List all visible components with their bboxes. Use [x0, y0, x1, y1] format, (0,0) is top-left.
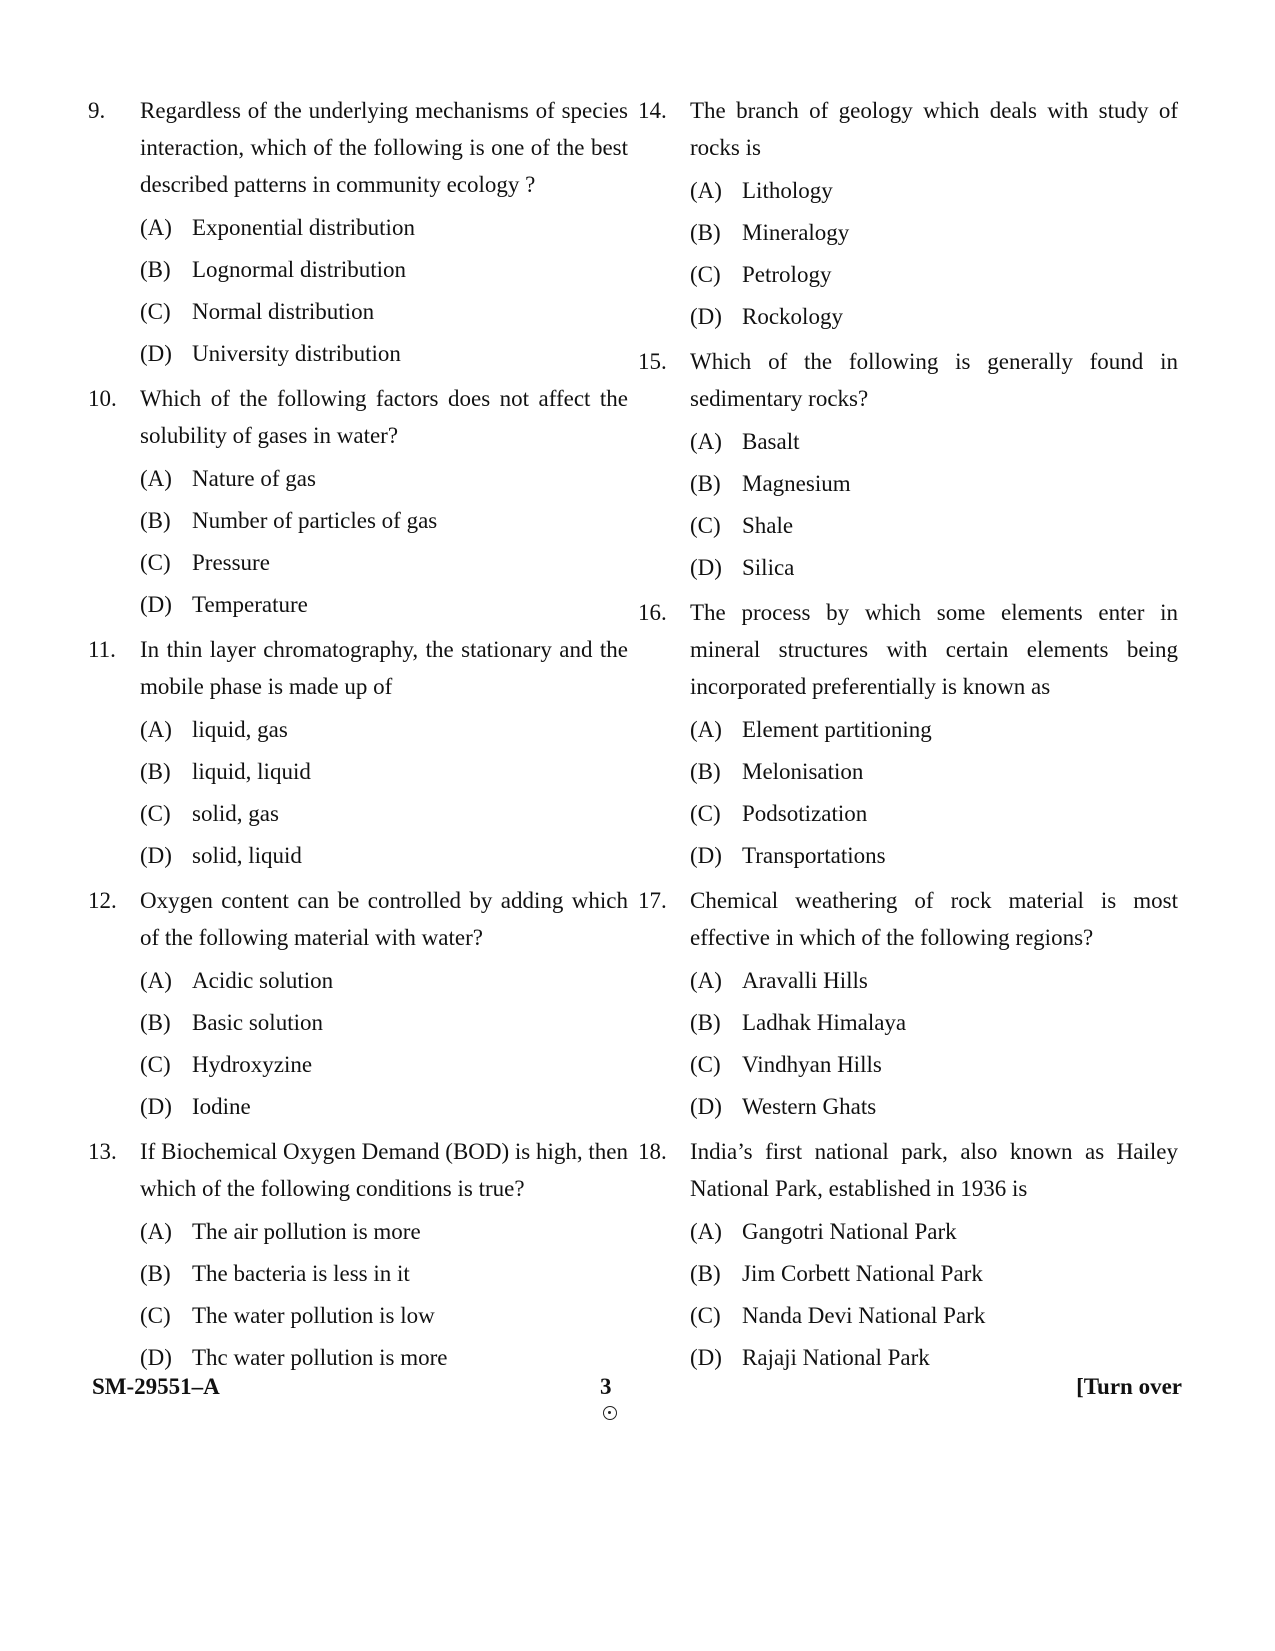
- option-letter: (A): [690, 717, 722, 742]
- option-letter: (A): [140, 968, 172, 993]
- option-text: Transportations: [742, 843, 886, 868]
- option-a: [140, 207, 628, 249]
- option-text: solid, gas: [192, 801, 279, 826]
- option-letter: (C): [140, 299, 171, 324]
- option-letter: (D): [140, 592, 172, 617]
- page-footer: [92, 1374, 1182, 1414]
- question-17: [638, 882, 1178, 1128]
- option-text: Pressure: [192, 550, 270, 575]
- option-text: Nature of gas: [192, 466, 316, 491]
- option-letter: (B): [140, 257, 171, 282]
- question-text: The branch of geology which deals with study of rocks is: [690, 98, 1178, 160]
- question-11: [88, 631, 628, 877]
- option-letter: (A): [690, 429, 722, 454]
- option-a: [140, 709, 628, 751]
- question-number: 15.: [638, 349, 667, 374]
- option-list: [140, 207, 628, 375]
- option-letter: (D): [690, 1094, 722, 1119]
- option-c: [140, 291, 628, 333]
- question-text: Chemical weathering of rock material is most effective in which of the following regions?: [690, 888, 1178, 950]
- option-letter: (C): [690, 1303, 721, 1328]
- option-text: Vindhyan Hills: [742, 1052, 882, 1077]
- option-text: liquid, liquid: [192, 759, 311, 784]
- option-b: [140, 249, 628, 291]
- option-text: Exponential distribution: [192, 215, 415, 240]
- option-list: [690, 960, 1178, 1128]
- option-a: [690, 709, 1178, 751]
- option-text: Podsotization: [742, 801, 868, 826]
- option-list: [140, 458, 628, 626]
- option-b: [140, 751, 628, 793]
- question-text: If Biochemical Oxygen Demand (BOD) is high, then which of the following conditions is true?: [140, 1139, 628, 1201]
- option-d: [690, 1086, 1178, 1128]
- option-letter: (D): [690, 555, 722, 580]
- option-letter: (D): [690, 1345, 722, 1370]
- option-letter: (C): [140, 1052, 171, 1077]
- question-number: 14.: [638, 98, 667, 123]
- option-letter: (D): [140, 843, 172, 868]
- option-list: [140, 1211, 628, 1379]
- option-letter: (B): [140, 508, 171, 533]
- question-9: [88, 92, 628, 375]
- option-a: [140, 960, 628, 1002]
- option-letter: (A): [690, 968, 722, 993]
- option-letter: (C): [140, 550, 171, 575]
- option-text: Nanda Devi National Park: [742, 1303, 986, 1328]
- option-b: [690, 751, 1178, 793]
- option-list: [690, 1211, 1178, 1379]
- option-text: Rockology: [742, 304, 843, 329]
- option-text: The bacteria is less in it: [192, 1261, 410, 1286]
- option-d: [690, 1337, 1178, 1379]
- option-d: [140, 333, 628, 375]
- question-text: Which of the following is generally found in sedimentary rocks?: [690, 349, 1178, 411]
- option-d: [690, 835, 1178, 877]
- option-a: [690, 1211, 1178, 1253]
- option-letter: (A): [140, 215, 172, 240]
- option-letter: (D): [140, 1094, 172, 1119]
- option-b: [140, 1253, 628, 1295]
- option-text: Thc water pollution is more: [192, 1345, 448, 1370]
- question-number: 16.: [638, 600, 667, 625]
- option-c: [690, 505, 1178, 547]
- option-letter: (D): [140, 341, 172, 366]
- option-d: [140, 835, 628, 877]
- option-d: [140, 1086, 628, 1128]
- option-letter: (B): [690, 1010, 721, 1035]
- question-text: Oxygen content can be controlled by adding which of the following material with water?: [140, 888, 628, 950]
- option-b: [690, 463, 1178, 505]
- option-d: [140, 584, 628, 626]
- option-text: The water pollution is low: [192, 1303, 435, 1328]
- option-text: Western Ghats: [742, 1094, 877, 1119]
- option-text: Lognormal distribution: [192, 257, 407, 282]
- turn-over-note: [Turn over: [1076, 1374, 1182, 1399]
- option-b: [140, 1002, 628, 1044]
- paper-code: SM-29551–A: [92, 1374, 220, 1399]
- question-12: [88, 882, 628, 1128]
- option-list: [140, 960, 628, 1128]
- option-letter: (D): [140, 1345, 172, 1370]
- option-list: [690, 709, 1178, 877]
- option-c: [690, 1044, 1178, 1086]
- option-letter: (C): [690, 801, 721, 826]
- option-b: [140, 500, 628, 542]
- option-letter: (C): [140, 801, 171, 826]
- option-letter: (A): [140, 1219, 172, 1244]
- option-text: Mineralogy: [742, 220, 850, 245]
- option-text: Element partitioning: [742, 717, 932, 742]
- option-letter: (C): [690, 513, 721, 538]
- option-d: [140, 1337, 628, 1379]
- option-text: Temperature: [192, 592, 308, 617]
- left-column: [88, 92, 628, 1384]
- option-b: [690, 1002, 1178, 1044]
- option-letter: (C): [140, 1303, 171, 1328]
- question-number: 18.: [638, 1139, 667, 1164]
- option-a: [690, 421, 1178, 463]
- option-c: [690, 1295, 1178, 1337]
- option-text: Basalt: [742, 429, 800, 454]
- option-letter: (B): [140, 1261, 171, 1286]
- option-text: Jim Corbett National Park: [742, 1261, 983, 1286]
- option-c: [690, 254, 1178, 296]
- option-text: Magnesium: [742, 471, 851, 496]
- option-text: University distribution: [192, 341, 401, 366]
- question-number: 12.: [88, 888, 117, 913]
- option-text: liquid, gas: [192, 717, 288, 742]
- question-text: Regardless of the underlying mechanisms of species interaction, which of the following is one of the best described patterns in community ecology ?: [140, 98, 628, 197]
- option-text: Shale: [742, 513, 794, 538]
- question-16: [638, 594, 1178, 877]
- option-letter: (B): [140, 1010, 171, 1035]
- option-text: Melonisation: [742, 759, 864, 784]
- option-list: [690, 421, 1178, 589]
- option-c: [140, 1295, 628, 1337]
- question-text: In thin layer chromatography, the stationary and the mobile phase is made up of: [140, 637, 628, 699]
- option-text: Aravalli Hills: [742, 968, 868, 993]
- option-d: [690, 547, 1178, 589]
- option-text: Gangotri National Park: [742, 1219, 957, 1244]
- question-text: Which of the following factors does not affect the solubility of gases in water?: [140, 386, 628, 448]
- option-a: [690, 170, 1178, 212]
- option-text: Acidic solution: [192, 968, 334, 993]
- option-letter: (B): [690, 759, 721, 784]
- option-b: [690, 212, 1178, 254]
- option-list: [690, 170, 1178, 338]
- option-text: Iodine: [192, 1094, 251, 1119]
- option-a: [690, 960, 1178, 1002]
- option-a: [140, 458, 628, 500]
- right-column: [638, 92, 1178, 1384]
- option-text: Petrology: [742, 262, 832, 287]
- option-text: Hydroxyzine: [192, 1052, 313, 1077]
- option-letter: (A): [690, 1219, 722, 1244]
- question-13: [88, 1133, 628, 1379]
- question-number: 9.: [88, 98, 106, 123]
- option-c: [690, 793, 1178, 835]
- option-text: Number of particles of gas: [192, 508, 438, 533]
- question-number: 13.: [88, 1139, 117, 1164]
- option-b: [690, 1253, 1178, 1295]
- option-letter: (A): [140, 466, 172, 491]
- question-14: [638, 92, 1178, 338]
- option-letter: (C): [690, 262, 721, 287]
- option-c: [140, 793, 628, 835]
- question-number: 11.: [88, 637, 116, 662]
- option-text: Ladhak Himalaya: [742, 1010, 907, 1035]
- question-text: The process by which some elements enter in mineral structures with certain elements being incorporated preferentially is known as: [690, 600, 1178, 699]
- option-letter: (B): [140, 759, 171, 784]
- option-letter: (C): [690, 1052, 721, 1077]
- option-text: Lithology: [742, 178, 833, 203]
- circled-dot-icon: [603, 1406, 617, 1420]
- question-18: [638, 1133, 1178, 1379]
- question-10: [88, 380, 628, 626]
- page-number: 3: [600, 1374, 612, 1399]
- option-letter: (B): [690, 220, 721, 245]
- option-text: solid, liquid: [192, 843, 302, 868]
- option-text: Rajaji National Park: [742, 1345, 930, 1370]
- option-letter: (D): [690, 843, 722, 868]
- option-letter: (B): [690, 1261, 721, 1286]
- option-letter: (A): [140, 717, 172, 742]
- option-letter: (B): [690, 471, 721, 496]
- question-15: [638, 343, 1178, 589]
- option-c: [140, 1044, 628, 1086]
- option-text: The air pollution is more: [192, 1219, 421, 1244]
- option-text: Silica: [742, 555, 795, 580]
- option-d: [690, 296, 1178, 338]
- option-c: [140, 542, 628, 584]
- question-number: 17.: [638, 888, 667, 913]
- option-text: Basic solution: [192, 1010, 323, 1035]
- option-letter: (A): [690, 178, 722, 203]
- option-list: [140, 709, 628, 877]
- option-letter: (D): [690, 304, 722, 329]
- option-a: [140, 1211, 628, 1253]
- question-text: India’s first national park, also known as Hailey National Park, established in 1936 is: [690, 1139, 1178, 1201]
- option-text: Normal distribution: [192, 299, 375, 324]
- question-number: 10.: [88, 386, 117, 411]
